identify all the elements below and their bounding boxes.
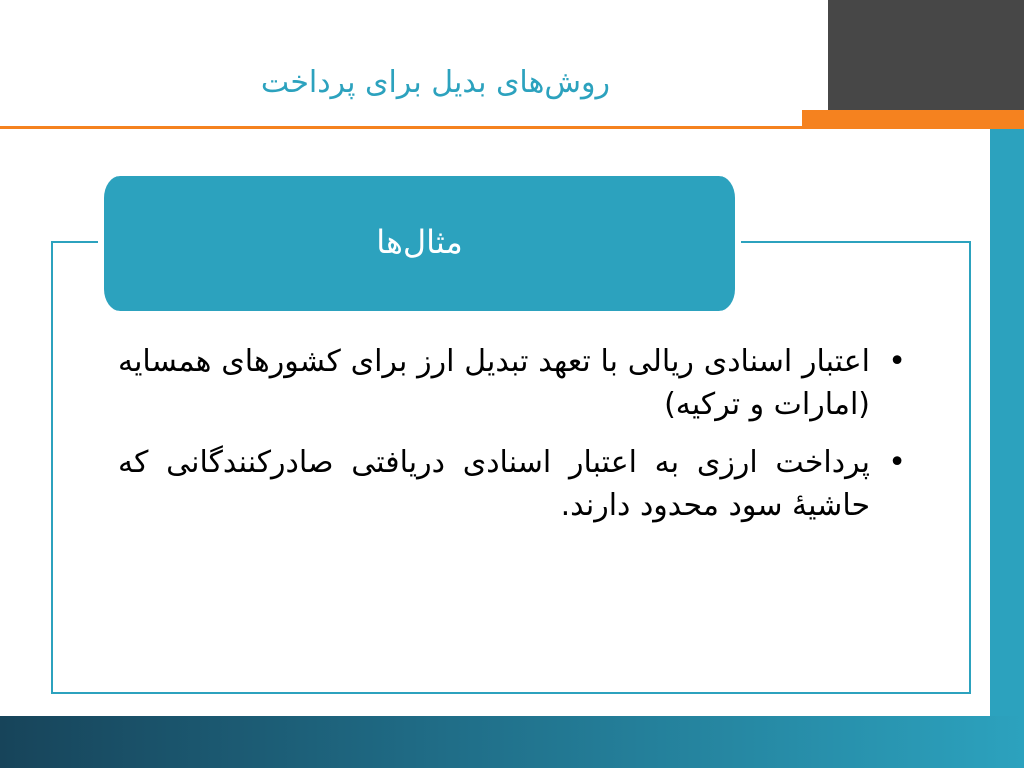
slide-title: روش‌های بدیل برای پرداخت: [260, 65, 610, 100]
list-item: [118, 340, 910, 426]
heading-tab: [98, 176, 741, 311]
bullet-text: پرداخت ارزی به اعتبار اسنادی دریافتی صادرکنندگانی که حاشیۀ سود محدود دارند.: [118, 445, 870, 523]
bullet-icon: •: [888, 344, 906, 379]
title-underline-rule: [0, 126, 1024, 129]
bottom-accent-bar: [0, 716, 1024, 768]
bullet-icon: •: [888, 445, 906, 480]
bullet-text: اعتبار اسنادی ریالی با تعهد تبدیل ارز برای کشورهای همسایه (امارات و ترکیه): [118, 344, 870, 422]
heading-label: مثال‌ها: [376, 223, 463, 261]
corner-dark-block: [828, 0, 1024, 110]
list-item: [118, 441, 910, 527]
right-accent-bar: [990, 129, 1024, 768]
bullet-list: [118, 340, 910, 542]
